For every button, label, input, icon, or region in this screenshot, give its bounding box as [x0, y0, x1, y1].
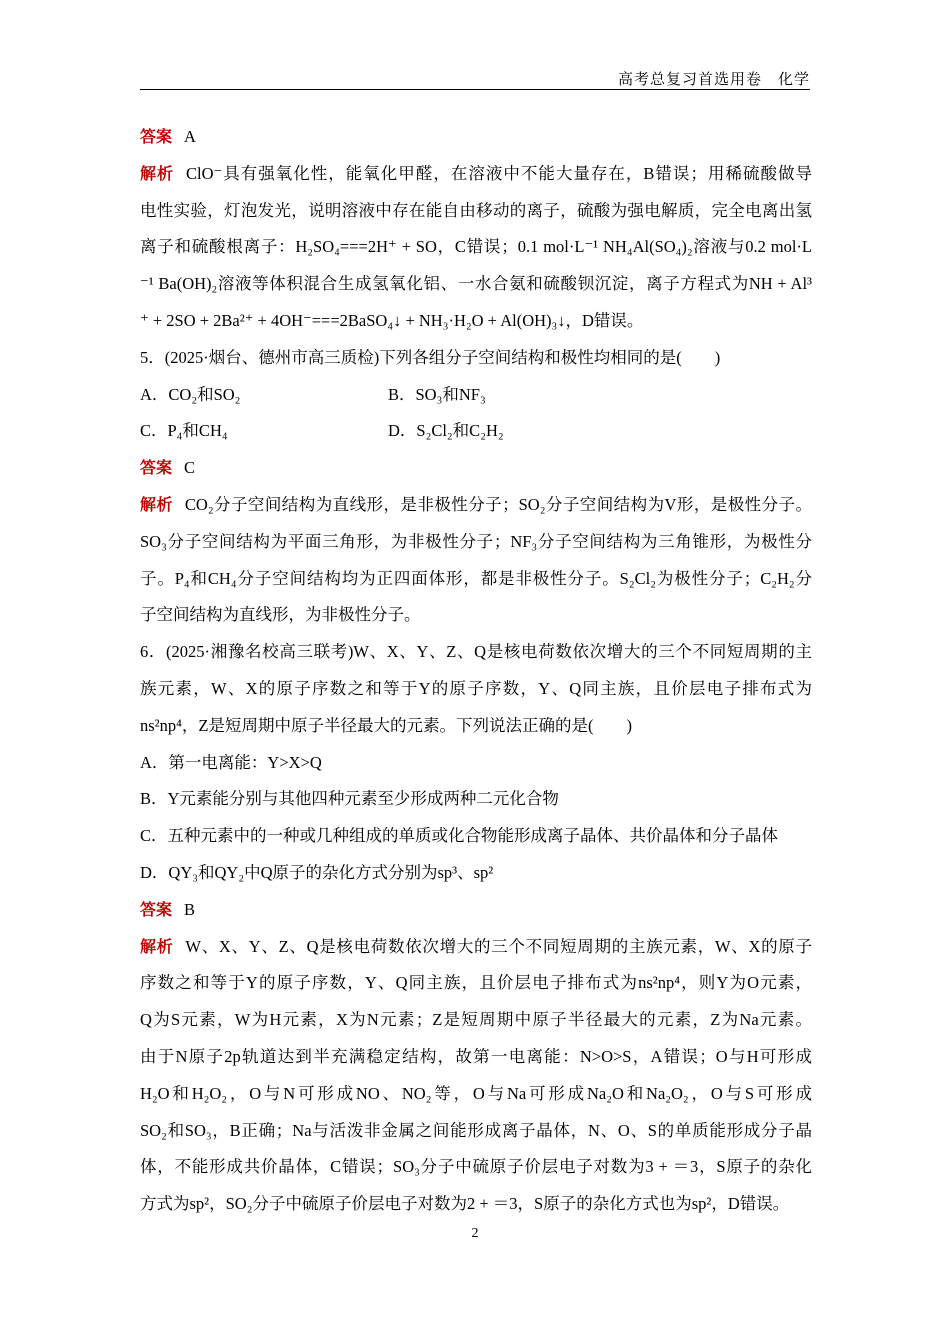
q6-option-c: C．五种元素中的一种或几种组成的单质或化合物能形成离子晶体、共价晶体和分子晶体	[140, 826, 779, 846]
analysis-label: 解析	[140, 494, 173, 514]
q4-answer	[140, 119, 812, 156]
q6-stem-line: 族元素，W、X的原子序数之和等于Y的原子序数，Y、Q同主族，且价层电子排布式为	[140, 678, 812, 698]
analysis-label: 解析	[140, 163, 175, 183]
q5-stem: 5．(2025·烟台、德州市高三质检)下列各组分子空间结构和极性均相同的是( )	[140, 347, 721, 367]
page-content	[140, 119, 812, 1223]
q6-answer	[140, 892, 812, 929]
q5-answer	[140, 450, 812, 487]
answer-label: 答案	[140, 127, 173, 146]
q5-answer-value: C	[184, 458, 196, 478]
answer-label: 答案	[140, 899, 173, 919]
q6-stem-line: ns²np⁴，Z是短周期中原子半径最大的元素。下列说法正确的是( )	[140, 715, 632, 735]
q5-option-d: D．S₂Cl₂和C₂H₂	[388, 421, 504, 441]
q4-answer-value: A	[184, 127, 196, 146]
q5-options-row	[140, 377, 812, 414]
answer-label: 答案	[140, 458, 173, 478]
q5-option-a: A．CO₂和SO₂	[140, 384, 241, 404]
q6-analysis-line: 解析 W、X、Y、Z、Q是核电荷数依次增大的三个不同短周期的主族元素，W、X的原子	[140, 936, 812, 956]
page-number: 2	[471, 1226, 479, 1241]
q6-analysis-line: 由于N原子2p轨道达到半充满稳定结构，故第一电离能：N>O>S，A错误；O与H可形成	[140, 1046, 812, 1066]
q5-analysis-line: 解析 CO₂分子空间结构为直线形，是非极性分子；SO₂分子空间结构为V形，是极性分子。	[140, 494, 812, 514]
q6-option-b: B．Y元素能分别与其他四种元素至少形成两种二元化合物	[140, 789, 559, 809]
q4-analysis-line: 离子和硫酸根离子：H₂SO₄===2H⁺ + SO，C错误；0.1 mol·L⁻¹ NH₄Al(SO₄)₂溶液与0.2 mol·L	[140, 237, 812, 257]
q6-analysis-line: H₂O和H₂O₂，O与N可形成NO、NO₂等，O与Na可形成Na₂O和Na₂O₂，O与S可形成	[140, 1083, 812, 1103]
q4-analysis-line: 电性实验，灯泡发光，说明溶液中存在能自由移动的离子，硫酸为强电解质，完全电离出氢	[140, 200, 812, 220]
q4-analysis-line: ⁺ + 2SO + 2Ba²⁺ + 4OH⁻===2BaSO₄↓ + NH₃·H₂O + Al(OH)₃↓，D错误。	[140, 310, 644, 330]
q5-option-b: B．SO₃和NF₃	[388, 384, 486, 404]
q6-option-a: A．第一电离能：Y>X>Q	[140, 752, 322, 772]
q4-analysis-line: 解析 ClO⁻具有强氧化性，能氧化甲醛，在溶液中不能大量存在，B错误；用稀硫酸做导	[140, 163, 812, 183]
q6-answer-value: B	[184, 899, 196, 919]
analysis-label: 解析	[140, 936, 174, 956]
q6-analysis-line: 方式为sp²，SO₂分子中硫原子价层电子对数为2 + ＝3，S原子的杂化方式也为sp²，D错误。	[140, 1194, 790, 1214]
q6-analysis-line: Q为S元素，W为H元素，X为N元素；Z是短周期中原子半径最大的元素，Z为Na元素。	[140, 1010, 812, 1030]
q6-stem-line: 6．(2025·湘豫名校高三联考)W、X、Y、Z、Q是核电荷数依次增大的三个不同短周期的主	[140, 642, 812, 662]
header-rule	[140, 89, 810, 90]
q6-analysis-line: 序数之和等于Y的原子序数，Y、Q同主族，且价层电子排布式为ns²np⁴，则Y为O元素，	[140, 973, 812, 993]
q5-analysis-line: 子空间结构为直线形，为非极性分子。	[140, 605, 421, 625]
q5-option-c: C．P₄和CH₄	[140, 421, 228, 441]
q6-option-d: D．QY₃和QY₂中Q原子的杂化方式分别为sp³、sp²	[140, 862, 494, 882]
q6-analysis-line: SO₂和SO₃，B正确；Na与活泼非金属之间能形成离子晶体，N、O、S的单质能形成分子晶	[140, 1120, 812, 1140]
q5-analysis-line: 子。P₄和CH₄分子空间结构均为正四面体形，都是非极性分子。S₂Cl₂为极性分子；C₂H₂分	[140, 568, 812, 588]
q5-options-row	[140, 413, 812, 450]
q4-analysis-line: ⁻¹ Ba(OH)₂溶液等体积混合生成氢氧化铝、一水合氨和硫酸钡沉淀，离子方程式为NH + Al³	[140, 274, 812, 294]
q5-analysis-line: SO₃分子空间结构为平面三角形，为非极性分子；NF₃分子空间结构为三角锥形，为极性分	[140, 531, 812, 551]
page-header: 高考总复习首选用卷 化学	[617, 72, 810, 88]
q6-analysis-line: 体，不能形成共价晶体，C错误；SO₃分子中硫原子价层电子对数为3 + ＝3，S原子的杂化	[140, 1157, 812, 1177]
